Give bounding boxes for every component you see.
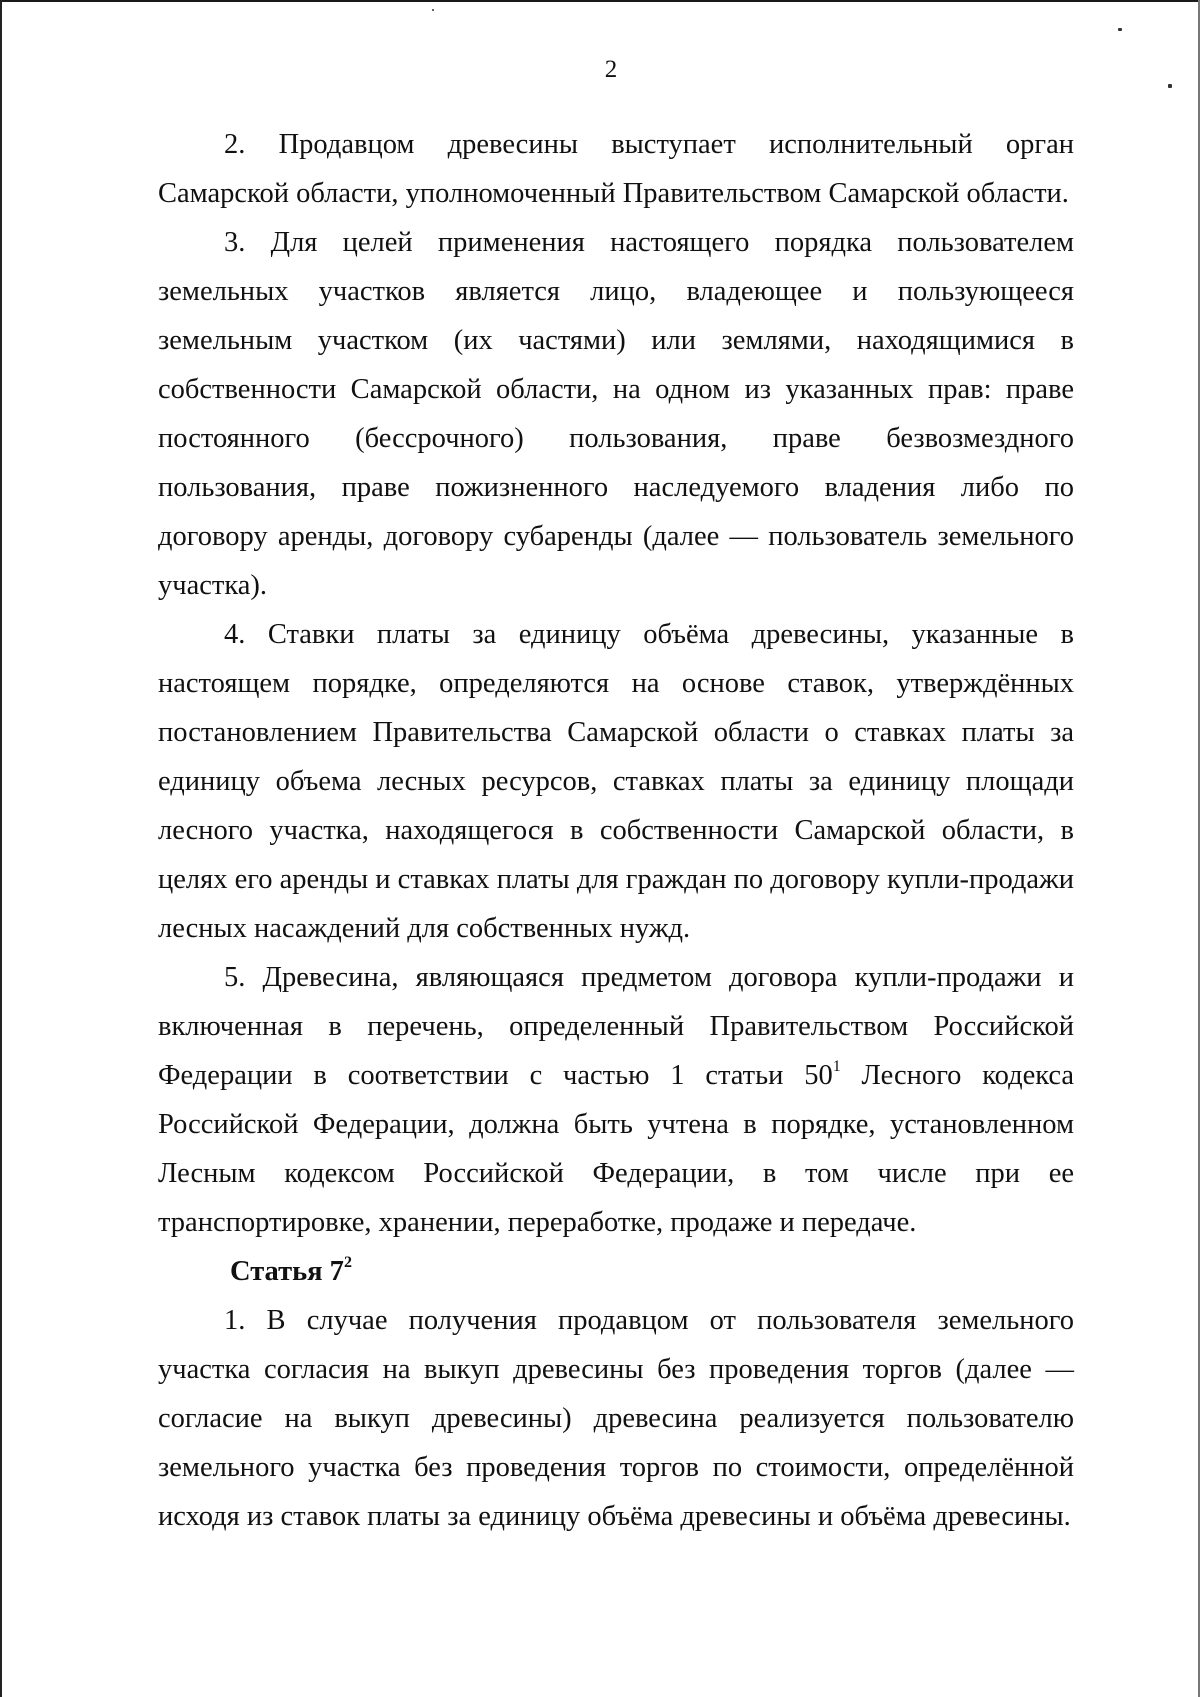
article-heading <box>158 1247 1074 1296</box>
paragraph-5 <box>158 953 1074 1247</box>
document-body <box>158 120 1074 1541</box>
article-heading-superscript: 2 <box>343 1253 352 1271</box>
scan-edge-top <box>0 0 1200 2</box>
paragraph-4: 4. Ставки платы за единицу объёма древесины, указанные в настоящем порядке, определяются на основе ставок, утверждённых постановлением Правительства Самарской области о ставках платы за единицу объема лесных ресурсов, ставках платы за единицу площади лесного участка, находящегося в собственности Самарской области, в целях его аренды и ставках платы для граждан по договору купли-продажи лесных насаждений для собственных нужд. <box>158 619 1074 944</box>
scan-speck <box>1168 84 1172 88</box>
article-paragraph-1: 1. В случае получения продавцом от пользователя земельного участка согласия на выкуп древесины без проведения торгов (далее — согласие на выкуп древесины) древесина реализуется пользователю земельного участка без проведения торгов по стоимости, определённой исходя из ставок платы за единицу объёма древесины и объёма древесины. <box>158 1305 1074 1532</box>
page-number: 2 <box>604 56 618 83</box>
paragraph-5-superscript: 1 <box>832 1057 841 1075</box>
scan-speck <box>432 9 434 11</box>
paragraph-5-text-after: Лесного кодекса Российской Федерации, должна быть учтена в порядке, установленном Лесным кодексом Российской Федерации, в том числе при ее транспортировке, хранении, переработке, продаже и передаче. <box>158 1060 1075 1238</box>
scan-speck <box>1118 28 1122 31</box>
paragraph-5-text-before: 5. Древесина, являющаяся предметом договора купли-продажи и включенная в перечень, определенный Правительством Российской Федерации в соответствии с частью 1 статьи 50 <box>158 962 1074 1091</box>
scan-edge-left <box>0 0 2 1697</box>
article-heading-text: Статья 7 <box>230 1256 344 1287</box>
paragraph-3: 3. Для целей применения настоящего порядка пользователем земельных участков является лицо, владеющее и пользующееся земельным участком (их частями) или землями, находящимися в собственности Самарской области, на одном из указанных прав: праве постоянного (бессрочного) пользования, праве безвозмездного пользования, праве пожизненного наследуемого владения либо по договору аренды, договору субаренды (далее — пользователь земельного участка). <box>158 227 1074 601</box>
paragraph-2: 2. Продавцом древесины выступает исполнительный орган Самарской области, уполномоченный Правительством Самарской области. <box>158 129 1074 209</box>
